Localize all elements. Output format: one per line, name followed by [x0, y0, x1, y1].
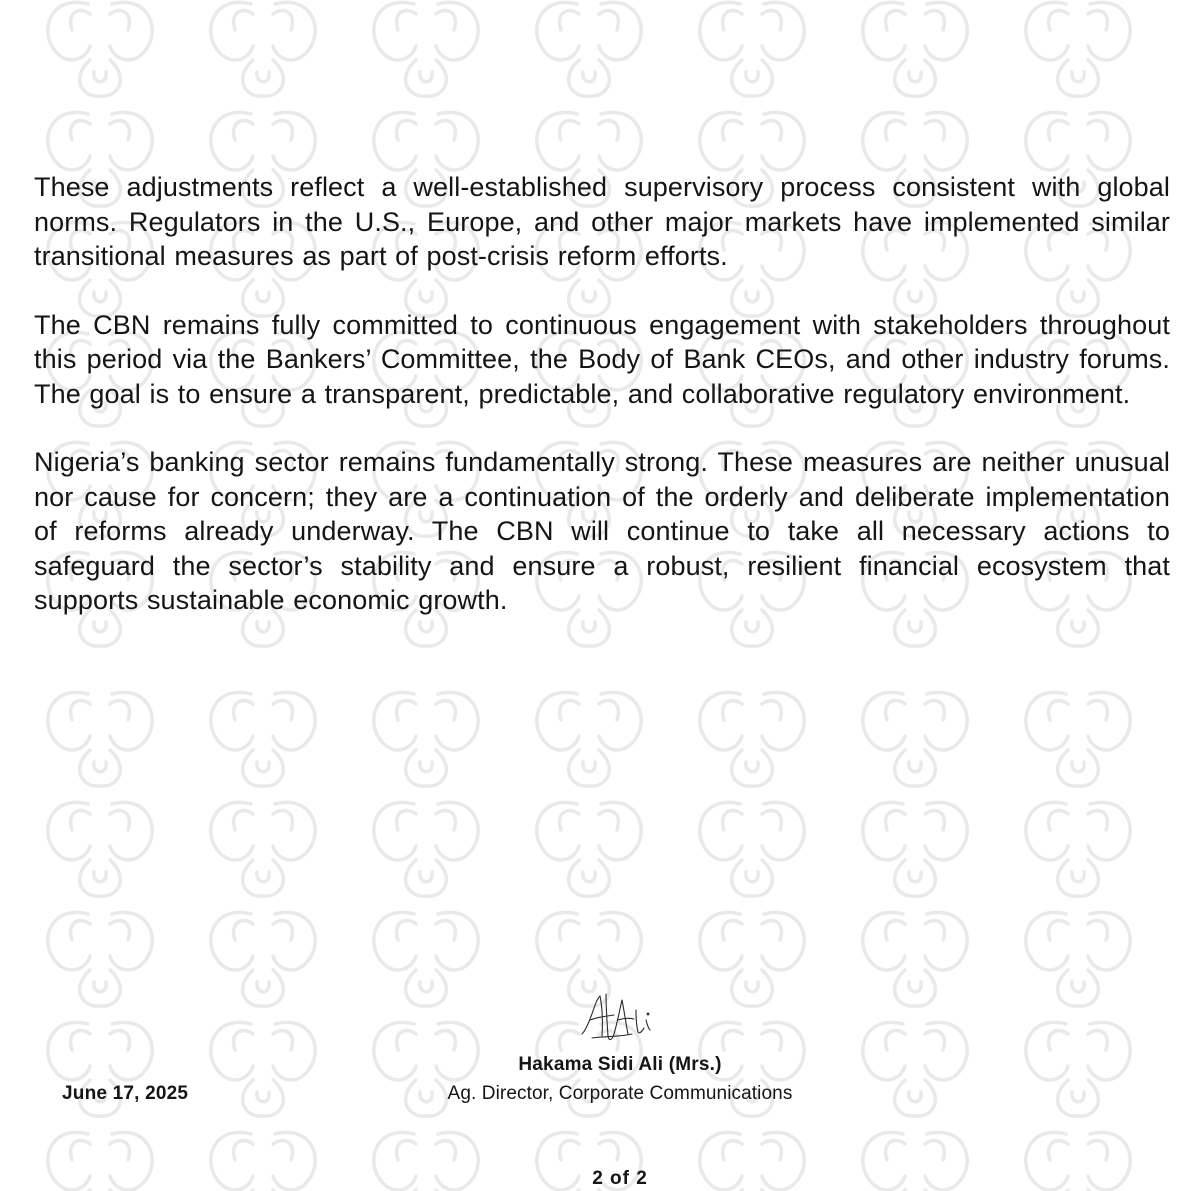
handwritten-signature-icon	[572, 990, 662, 1046]
signatory-name: Hakama Sidi Ali (Mrs.)	[518, 1054, 722, 1075]
paragraph-stakeholder-engagement: The CBN remains fully committed to continuous engagement with stakeholders throughout this period via the Bankers’ Committee, the Body of Bank CEOs, and other industry forums. The goal is to ensure a transparent, predictable, and collaborative regulatory environment.	[34, 309, 1170, 409]
signatory-title: Ag. Director, Corporate Communications	[447, 1083, 793, 1104]
paragraph-global-norms: These adjustments reflect a well-established supervisory process consistent with global norms. Regulators in the U.S., Europe, and other major markets have implemented similar transitional measures as part of post-crisis reform efforts.	[34, 172, 1170, 271]
release-date: June 17, 2025	[62, 1083, 189, 1104]
body-text	[34, 170, 1170, 652]
page-number: 2 of 2	[592, 1168, 648, 1189]
paragraph-banking-sector-strength: Nigeria’s banking sector remains fundamentally strong. These measures are neither unusual nor cause for concern; they are a continuation of the orderly and deliberate implementation of reforms already underway. The CBN will continue to take all necessary actions to safeguard the sector’s stability and ensure a robust, resilient financial ecosystem that supports sustainable economic growth.	[34, 447, 1170, 615]
